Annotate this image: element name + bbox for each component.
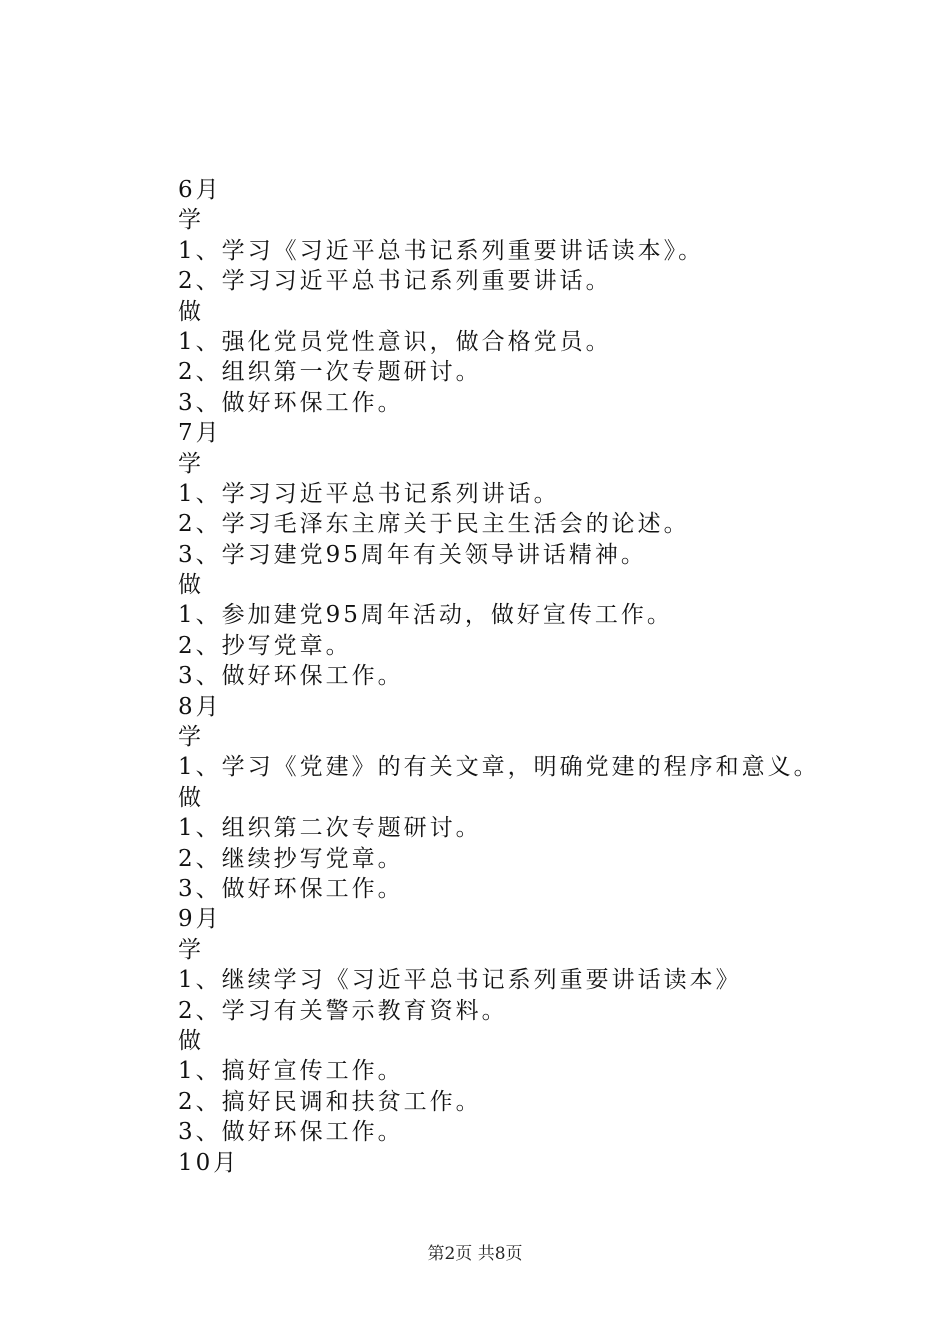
list-item: 1、搞好宣传工作。 [178,1058,404,1085]
list-item: 3、做好环保工作。 [178,1119,404,1146]
section-label: 学 [178,450,204,477]
list-item: 1、学习习近平总书记系列讲话。 [178,480,560,507]
list-item: 3、做好环保工作。 [178,875,404,902]
list-item: 1、组织第二次专题研讨。 [178,815,482,842]
list-item: 1、学习《党建》的有关文章，明确党建的程序和意义。 [178,754,820,781]
list-item: 2、学习习近平总书记系列重要讲话。 [178,268,612,295]
section-label: 做 [178,298,204,325]
section-label: 学 [178,207,204,234]
list-item: 1、继续学习《习近平总书记系列重要讲话读本》 [178,967,742,994]
section-label: 做 [178,1027,204,1054]
section-label: 做 [178,784,204,811]
section-label: 做 [178,572,204,599]
list-item: 1、参加建党95周年活动，做好宣传工作。 [178,602,673,629]
document-body [178,175,918,1178]
month-heading: 8月 [178,693,222,720]
section-label: 学 [178,936,204,963]
list-item: 2、学习有关警示教育资料。 [178,997,508,1024]
month-heading: 9月 [178,906,222,933]
list-item: 3、做好环保工作。 [178,389,404,416]
section-label: 学 [178,724,204,751]
list-item: 1、学习《习近平总书记系列重要讲话读本》。 [178,237,705,264]
month-heading: 6月 [178,177,222,203]
month-heading: 10月 [178,1149,240,1176]
list-item: 2、继续抄写党章。 [178,845,404,872]
list-item: 2、搞好民调和扶贫工作。 [178,1088,482,1115]
month-heading: 7月 [178,420,222,447]
list-item: 3、学习建党95周年有关领导讲话精神。 [178,541,647,568]
list-item: 2、组织第一次专题研讨。 [178,359,482,386]
page-number-label: 第2页 共8页 [427,1244,523,1264]
list-item: 2、抄写党章。 [178,632,352,659]
list-item: 3、做好环保工作。 [178,663,404,690]
list-item: 2、学习毛泽东主席关于民主生活会的论述。 [178,511,690,538]
page-footer [0,1242,950,1266]
list-item: 1、强化党员党性意识，做合格党员。 [178,328,612,355]
